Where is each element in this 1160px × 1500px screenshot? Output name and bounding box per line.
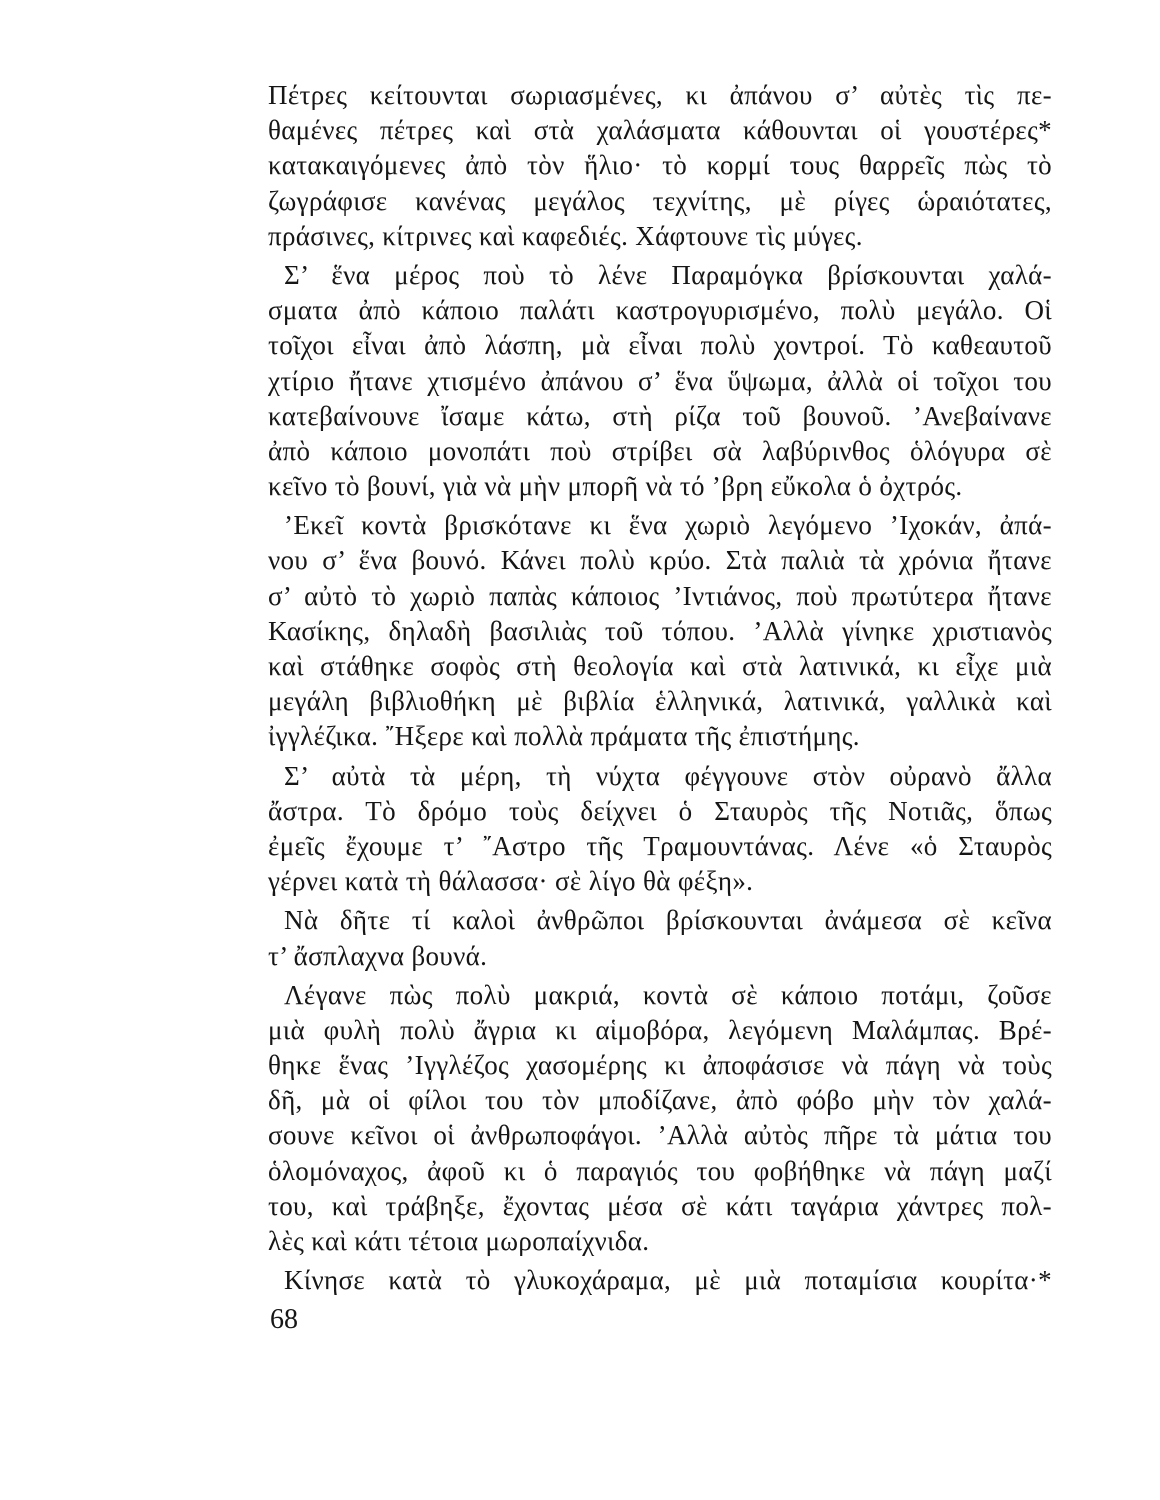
paragraph-3 <box>268 508 1052 754</box>
text-line: ’Εκεῖ κοντὰ βρισκότανε κι ἕνα χωριὸ λεγόμενο ’Ιχοκάν, ἀπά- <box>284 510 1052 541</box>
text-line: ἄστρα. Τὸ δρόμο τοὺς δείχνει ὁ Σταυρὸς τῆς Νοτιᾶς, ὅπως <box>268 795 1052 826</box>
text-line: μεγάλη βιβλιοθήκη μὲ βιβλία ἑλληνικά, λατινικά, γαλλικὰ καὶ <box>268 686 1052 717</box>
text-line: Πέτρες κείτουνται σωριασμένες, κι ἀπάνου σ’ αὐτὲς τὶς πε- <box>268 80 1052 110</box>
text-line: σ’ αὐτὸ τὸ χωριὸ παπὰς κάποιος ’Ιντιάνος, ποὺ πρωτύτερα ἤτανε <box>268 580 1052 611</box>
text-line: κατεβαίνουνε ἴσαμε κάτω, στὴ ρίζα τοῦ βουνοῦ. ’Ανεβαίνανε <box>268 400 1052 431</box>
text-line: λὲς καὶ κάτι τέτοια μωροπαίχνιδα. <box>268 1226 650 1256</box>
text-line: Σ’ αὐτὰ τὰ μέρη, τὴ νύχτα φέγγουνε στὸν οὐρανὸ ἄλλα <box>284 760 1052 791</box>
text-line: γέρνει κατὰ τὴ θάλασσα· σὲ λίγο θὰ φέξη». <box>268 866 754 897</box>
text-line: Νὰ δῆτε τί καλοὶ ἀνθρῶποι βρίσκουνται ἀνάμεσα σὲ κεῖνα <box>284 905 1052 936</box>
text-line: κεῖνο τὸ βουνί, γιὰ νὰ μὴν μπορῆ νὰ τό ’βρη εὔκολα ὁ ὀχτρός. <box>268 471 963 502</box>
text-line: Λέγανε πὼς πολὺ μακριά, κοντὰ σὲ κάποιο ποτάμι, ζοῦσε <box>284 979 1052 1010</box>
text-line: πράσινες, κίτρινες καὶ καφεδιές. Χάφτουνε τὶς μύγες. <box>268 220 863 251</box>
text-line: δῆ, μὰ οἱ φίλοι του τὸν μποδίζανε, ἀπὸ φόβο μὴν τὸν χαλά- <box>268 1085 1052 1116</box>
text-line: τ’ ἄσπλαχνα βουνά. <box>268 940 488 971</box>
text-line: τοῖχοι εἶναι ἀπὸ λάσπη, μὰ εἶναι πολὺ χοντροί. Τὸ καθεαυτοῦ <box>268 330 1052 361</box>
text-line: θηκε ἕνας ’Ιγγλέζος χασομέρης κι ἀποφάσισε νὰ πάγη νὰ τοὺς <box>268 1050 1052 1081</box>
text-line: ἰγγλέζικα. ῎Ηξερε καὶ πολλὰ πράματα τῆς ἐπιστήμης. <box>268 721 860 752</box>
paragraph-4 <box>268 759 1052 900</box>
text-line: νου σ’ ἕνα βουνό. Κάνει πολὺ κρύο. Στὰ παλιὰ τὰ χρόνια ἤτανε <box>268 545 1052 576</box>
text-line: χτίριο ἤτανε χτισμένο ἀπάνου σ’ ἕνα ὕψωμα, ἀλλὰ οἱ τοῖχοι του <box>268 365 1052 396</box>
text-line: σματα ἀπὸ κάποιο παλάτι καστρογυρισμένο, πολὺ μεγάλο. Οἱ <box>268 295 1052 326</box>
text-line: Κίνησε κατὰ τὸ γλυκοχάραμα, μὲ μιὰ ποταμίσια κουρίτα·* <box>284 1265 1052 1296</box>
text-line: Κασίκης, δηλαδὴ βασιλιὰς τοῦ τόπου. ’Αλλὰ γίνηκε χριστιανὸς <box>268 615 1052 646</box>
text-line: ζωγράφισε κανένας μεγάλος τεχνίτης, μὲ ρίγες ὡραιότατες, <box>268 185 1052 216</box>
page-number: 68 <box>270 1304 298 1335</box>
text-line: θαμένες πέτρες καὶ στὰ χαλάσματα κάθουνται οἱ γουστέρες* <box>268 115 1052 146</box>
text-line: μιὰ φυλὴ πολὺ ἄγρια κι αἱμοβόρα, λεγόμενη Μαλάμπας. Βρέ- <box>268 1014 1052 1045</box>
text-line: ὁλομόναχος, ἀφοῦ κι ὁ παραγιός του φοβήθηκε νὰ πάγη μαζί <box>268 1155 1052 1186</box>
text-line: ἀπὸ κάποιο μονοπάτι ποὺ στρίβει σὰ λαβύρινθος ὁλόγυρα σὲ <box>268 435 1052 466</box>
text-line: ἐμεῖς ἔχουμε τ’ ῎Αστρο τῆς Τραμουντάνας. Λένε «ὁ Σταυρὸς <box>268 830 1052 861</box>
paragraph-1 <box>268 78 1052 254</box>
paragraph-2 <box>268 258 1052 504</box>
paragraph-5 <box>268 903 1052 973</box>
paragraph-7 <box>268 1263 1052 1298</box>
text-line: Σ’ ἕνα μέρος ποὺ τὸ λένε Παραμόγκα βρίσκουνται χαλά- <box>284 259 1052 290</box>
body-text <box>268 78 1052 1302</box>
text-line: του, καὶ τράβηξε, ἔχοντας μέσα σὲ κάτι ταγάρια χάντρες πολ- <box>268 1190 1052 1221</box>
paragraph-6 <box>268 978 1052 1260</box>
text-line: κατακαιγόμενες ἀπὸ τὸν ἥλιο· τὸ κορμί τους θαρρεῖς πὼς τὸ <box>268 150 1052 181</box>
text-line: καὶ στάθηκε σοφὸς στὴ θεολογία καὶ στὰ λατινικά, κι εἶχε μιὰ <box>268 651 1052 681</box>
text-line: σουνε κεῖνοι οἱ ἀνθρωποφάγοι. ’Αλλὰ αὐτὸς πῆρε τὰ μάτια του <box>268 1120 1052 1151</box>
